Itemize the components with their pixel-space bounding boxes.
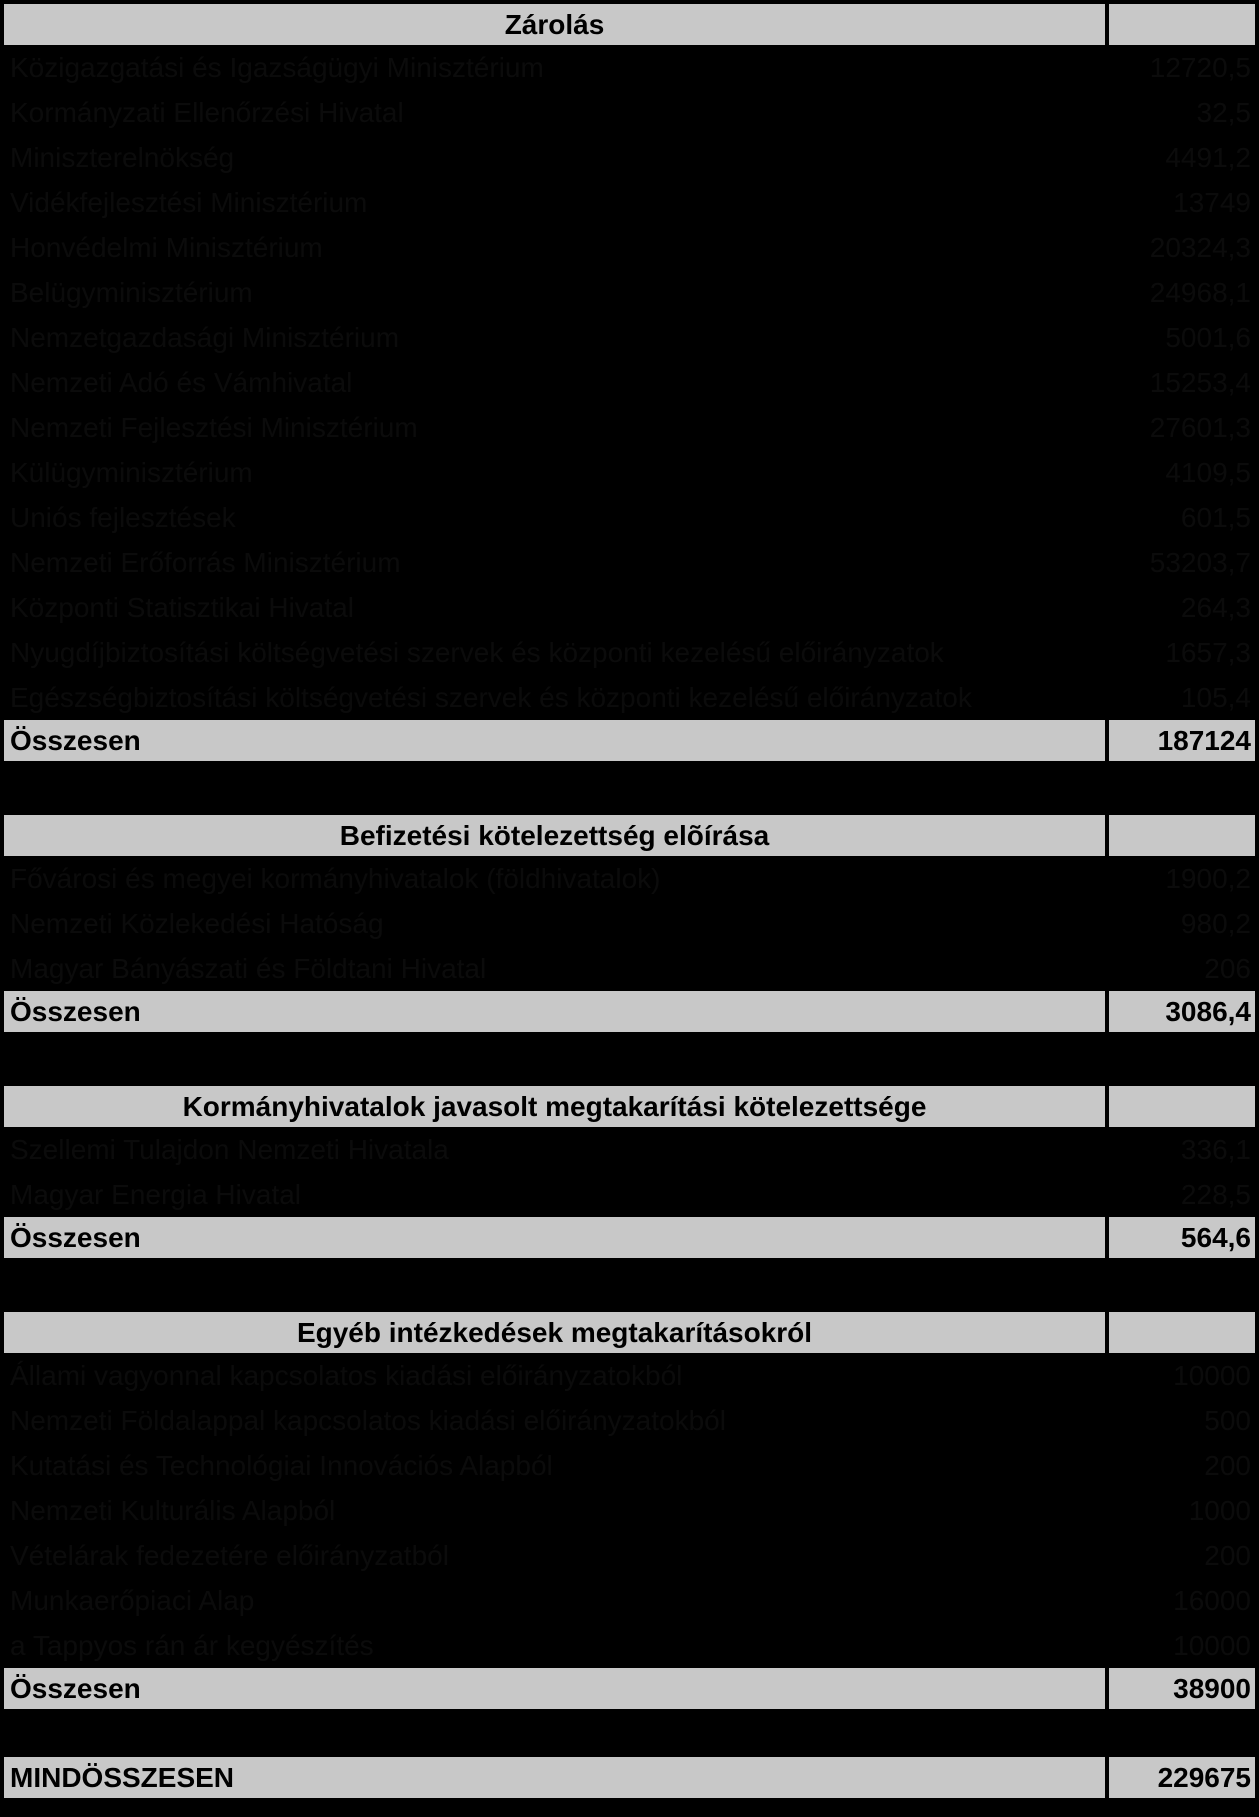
row-label: Nemzeti Erőforrás Minisztérium [10,546,401,578]
grand-total-value: 229675 [1109,1757,1255,1798]
table-row [4,946,1255,991]
row-value: 500 [1204,1404,1251,1436]
total-value: 564,6 [1109,1217,1255,1258]
table-row [4,1443,1255,1488]
table-row [4,856,1255,901]
budget-table [4,4,1255,1798]
table-row [4,45,1255,90]
row-label: a Tappyos rán ár kegyészítés [10,1629,374,1661]
row-label: Nemzeti Fejlesztési Minisztérium [10,411,418,443]
table-row [4,270,1255,315]
section-title: Befizetési kötelezettség elõírása [4,815,1105,856]
total-label: Összesen [4,720,1105,761]
grand-total-row [4,1757,1255,1798]
row-label: Uniós fejlesztések [10,501,236,533]
row-value: 53203,7 [1149,546,1251,578]
row-value: 200 [1204,1449,1251,1481]
row-label: Nemzeti Közlekedési Hatóság [10,907,384,939]
table-row [4,1623,1255,1668]
row-label: Nemzeti Földalappal kapcsolatos kiadási előirányzatokból [10,1404,726,1436]
row-value: 206 [1204,952,1251,984]
row-value: 10000 [1173,1359,1251,1391]
table-row [4,1578,1255,1623]
table-row [4,1127,1255,1172]
row-label: Miniszterelnökség [10,141,235,173]
section-title: Kormányhivatalok javasolt megtakarítási kötelezettsége [4,1086,1105,1127]
table-row [4,405,1255,450]
table-row [4,450,1255,495]
row-value: 13749 [1173,186,1251,218]
row-label: Nemzeti Kulturális Alapból [10,1494,336,1526]
row-value: 5001,6 [1165,321,1251,353]
section-title: Egyéb intézkedések megtakarításokról [4,1312,1105,1353]
row-label: Egészségbiztosítási költségvetési szervek és központi kezelésű előirányzatok [10,681,972,713]
row-value: 12720,5 [1149,51,1251,83]
row-value: 4109,5 [1165,456,1251,488]
total-row [4,1668,1255,1709]
total-label: Összesen [4,1217,1105,1258]
table-row [4,585,1255,630]
table-row [4,135,1255,180]
table-row [4,225,1255,270]
row-label: Kormányzati Ellenőrzési Hivatal [10,96,404,128]
row-label: Belügyminisztérium [10,276,253,308]
table-row [4,901,1255,946]
row-label: Vidékfejlesztési Minisztérium [10,186,368,218]
row-value: 980,2 [1180,907,1251,939]
row-value: 20324,3 [1149,231,1251,263]
row-value: 1900,2 [1165,862,1251,894]
row-value: 601,5 [1180,501,1251,533]
row-label: Honvédelmi Minisztérium [10,231,323,263]
row-label: Központi Statisztikai Hivatal [10,591,354,623]
row-label: Magyar Bányászati és Földtani Hivatal [10,952,487,984]
total-row [4,720,1255,761]
row-label: Szellemi Tulajdon Nemzeti Hivatala [10,1133,449,1165]
section-header-befizetesi [4,813,1255,856]
row-label: Közigazgatási és Igazságügyi Minisztérium [10,51,544,83]
row-label: Kutatási és Technológiai Innovációs Alapból [10,1449,553,1481]
grand-total-label: MINDÖSSZESEN [4,1757,1105,1798]
table-row [4,180,1255,225]
total-label: Összesen [4,1668,1105,1709]
table-row [4,1488,1255,1533]
row-value: 4491,2 [1165,141,1251,173]
table-row [4,315,1255,360]
row-label: Magyar Energia Hivatal [10,1178,302,1210]
section-header-value-cell [1109,1086,1255,1127]
row-value: 15253,4 [1149,366,1251,398]
table-row [4,90,1255,135]
table-row [4,495,1255,540]
total-value: 3086,4 [1109,991,1255,1032]
row-value: 264,3 [1180,591,1251,623]
row-value: 1657,3 [1165,636,1251,668]
table-row [4,630,1255,675]
row-label: Nemzeti Adó és Vámhivatal [10,366,353,398]
row-value: 27601,3 [1149,411,1251,443]
section-header-value-cell [1109,4,1255,45]
row-label: Vételárak fedezetére előirányzatból [10,1539,449,1571]
total-value: 38900 [1109,1668,1255,1709]
row-value: 32,5 [1196,96,1251,128]
table-row [4,1533,1255,1578]
row-value: 10000 [1173,1629,1251,1661]
table-row [4,1398,1255,1443]
section-header-egyeb [4,1310,1255,1353]
row-value: 228,5 [1180,1178,1251,1210]
section-header-value-cell [1109,815,1255,856]
row-label: Állami vagyonnal kapcsolatos kiadási előirányzatokból [10,1359,683,1391]
row-value: 24968,1 [1149,276,1251,308]
row-label: Nemzetgazdasági Minisztérium [10,321,400,353]
table-row [4,1353,1255,1398]
section-header-kormanyhivatalok [4,1084,1255,1127]
table-row [4,1172,1255,1217]
table-row [4,360,1255,405]
row-value: 1000 [1188,1494,1251,1526]
row-label: Fővárosi és megyei kormányhivatalok (földhivatalok) [10,862,661,894]
row-label: Munkaerőpiaci Alap [10,1584,255,1616]
row-label: Külügyminisztérium [10,456,253,488]
section-header-value-cell [1109,1312,1255,1353]
total-row [4,1217,1255,1258]
total-row [4,991,1255,1032]
table-row [4,675,1255,720]
row-value: 105,4 [1180,681,1251,713]
section-title: Zárolás [4,4,1105,45]
row-label: Nyugdíjbiztosítási költségvetési szervek és központi kezelésű előirányzatok [10,636,944,668]
row-value: 16000 [1173,1584,1251,1616]
total-value: 187124 [1109,720,1255,761]
section-header-zarolas [4,4,1255,45]
table-row [4,540,1255,585]
row-value: 336,1 [1180,1133,1251,1165]
total-label: Összesen [4,991,1105,1032]
row-value: 200 [1204,1539,1251,1571]
